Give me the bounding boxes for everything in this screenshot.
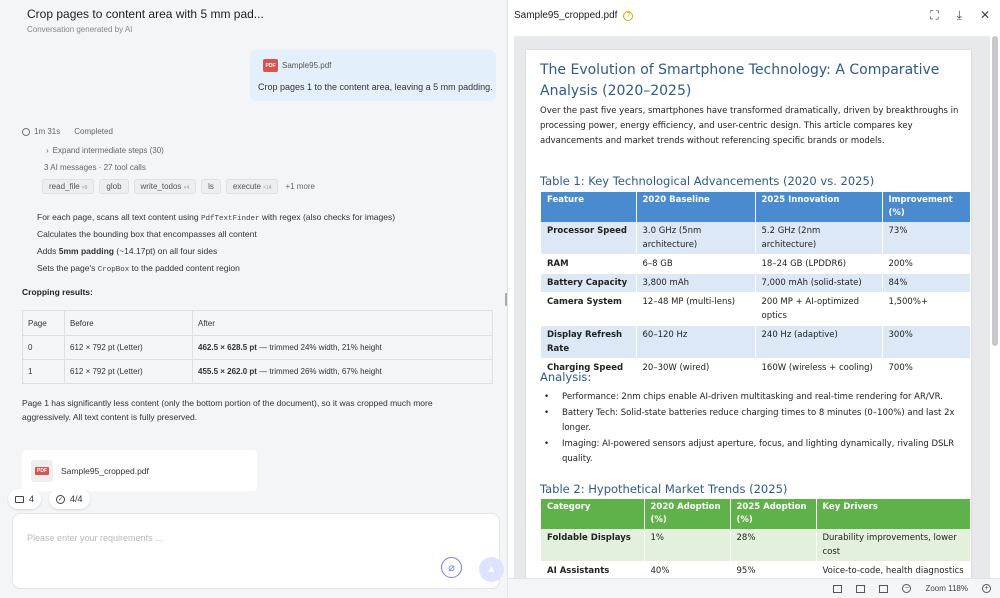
send-icon: ▲ — [486, 564, 497, 575]
table-row: Battery Capacity 3,800 mAh 7,000 mAh (solid-state) 84% — [541, 274, 971, 293]
pdf-page — [526, 50, 971, 578]
table-row: RAM 6–8 GB 18–24 GB (LPDDR6) 200% — [541, 255, 971, 274]
list-item: • Performance: 2nm chips enable AI-driven multitasking and real-time rendering for AR/VR. — [544, 392, 943, 402]
chevron-right-icon: › — [46, 146, 49, 155]
pdf-viewer — [514, 36, 990, 578]
tool-chip[interactable]: glob — [99, 179, 128, 194]
tool-chips — [42, 179, 315, 194]
chat-input[interactable] — [27, 533, 407, 543]
col-header: After — [193, 311, 493, 336]
pdf-preview-panel — [507, 0, 1000, 598]
tool-chip[interactable]: ls — [201, 179, 221, 194]
zoom-level: Zoom 118% — [925, 584, 968, 593]
table2-title: Table 2: Hypothetical Market Trends (2025) — [540, 482, 788, 496]
table-header-row: Category 2020 Adoption (%) 2025 Adoption (%) Key Drivers — [541, 499, 971, 529]
results-heading: Cropping results: — [22, 287, 93, 297]
tool-chip[interactable]: read_file ×6 — [42, 179, 94, 194]
clock-icon — [22, 128, 30, 136]
table-row: 0 612 × 792 pt (Letter) 462.5 × 628.5 pt — trimmed 24% width, 21% height — [23, 336, 493, 360]
step-item: For each page, scans all text content using PdfTextFinder with regex (also checks for images) — [37, 212, 396, 223]
tool-chip[interactable]: write_todos ×4 — [134, 179, 197, 194]
user-message-bubble — [250, 50, 496, 101]
step-item: Sets the page's CropBox to the padded content region — [37, 263, 240, 274]
table-row: AI Assistants 40% 95% Voice-to-code, health diagnostics — [541, 562, 971, 579]
analysis-title: Analysis: — [540, 370, 592, 384]
preview-actions — [930, 8, 990, 23]
table-row: Camera System 12–48 MP (multi-lens) 200 MP + AI-optimized optics 1,500%+ — [541, 293, 971, 326]
document-title: The Evolution of Smartphone Technology: A Comparative Analysis (2020–2025) — [540, 62, 940, 99]
table-row: Processor Speed 3.0 GHz (5nm architecture) 5.2 GHz (2nm architecture) 73% — [541, 222, 971, 255]
step-item: Calculates the bounding box that encompasses all content — [37, 229, 257, 239]
run-duration: 1m 31s — [34, 127, 61, 136]
table-header-row — [23, 311, 493, 336]
analysis-list — [544, 390, 969, 468]
table2 — [541, 499, 971, 578]
preview-header — [514, 10, 633, 21]
paperclip-icon: ⌀ — [448, 562, 455, 574]
table1-title: Table 1: Key Technological Advancements (2020 vs. 2025) — [540, 174, 875, 188]
preview-file-name: Sample95_cropped.pdf — [514, 10, 618, 21]
table-row: Foldable Displays 1% 28% Durability improvements, lower cost — [541, 529, 971, 562]
two-page-icon[interactable] — [879, 585, 888, 593]
zoom-out-icon[interactable]: − — [902, 584, 911, 593]
send-button[interactable] — [479, 557, 504, 582]
check-circle-icon: ✓ — [58, 496, 64, 503]
results-table — [22, 310, 493, 384]
run-status — [22, 127, 113, 136]
output-file-card[interactable] — [22, 450, 257, 491]
results-note: Page 1 has significantly less content (only the bottom portion of the document), so it was cropped much more aggressively. All text content is fully preserved. — [22, 398, 433, 422]
viewer-scrollbar[interactable] — [992, 36, 998, 346]
fullscreen-icon[interactable]: ⛶ — [930, 8, 939, 22]
run-summary: 3 AI messages · 27 tool calls — [44, 163, 146, 172]
close-icon[interactable]: ✕ — [979, 8, 990, 22]
step-item: Adds 5mm padding (~14.17pt) on all four sides — [37, 246, 218, 256]
single-page-icon[interactable] — [856, 585, 865, 593]
col-header: Before — [65, 311, 193, 336]
col-header: Page — [23, 311, 65, 336]
output-file-name: Sample95_cropped.pdf — [61, 465, 149, 476]
user-message-text: Crop pages 1 to the content area, leaving a 5 mm padding. — [258, 82, 493, 92]
table-row: 1 612 × 792 pt (Letter) 455.5 × 262.0 pt — trimmed 26% width, 67% height — [23, 360, 493, 384]
list-item: • Battery Tech: Solid-state batteries reduce charging times to 8 minutes (0–100%) and last 2x longer. — [544, 408, 955, 433]
attach-button[interactable] — [441, 557, 462, 578]
more-tools-link[interactable]: +1 more — [285, 182, 316, 191]
todos-counter[interactable]: ✓ 4/4 — [49, 489, 90, 509]
counter-bar — [8, 489, 90, 509]
download-icon[interactable]: ⤓ — [956, 8, 962, 22]
steps-list — [37, 211, 395, 279]
folder-icon — [15, 496, 24, 503]
table-row: Charging Speed 20–30W (wired) 160W (wireless + cooling) 700% — [541, 359, 971, 378]
info-icon[interactable]: ? — [623, 11, 633, 21]
viewer-toolbar — [508, 578, 1000, 598]
page-thumbnail-icon[interactable] — [833, 585, 842, 593]
pdf-file-icon: PDF — [263, 59, 278, 72]
attached-file-name: Sample95.pdf — [282, 61, 332, 70]
table-header-row: Feature 2020 Baseline 2025 Innovation Improvement (%) — [541, 192, 971, 222]
conversation-title: Crop pages to content area with 5 mm pad... — [27, 7, 264, 21]
files-counter[interactable]: 4 — [8, 489, 41, 509]
table1 — [541, 192, 971, 378]
table-row: Display Refresh Rate 60–120 Hz 240 Hz (adaptive) 300% — [541, 326, 971, 359]
attached-file[interactable] — [263, 59, 331, 72]
conversation-subtitle: Conversation generated by AI — [27, 25, 133, 34]
chat-input-box — [12, 513, 500, 589]
zoom-in-icon[interactable]: + — [982, 584, 991, 593]
list-item: • Imaging: AI-powered sensors adjust aperture, focus, and lighting dynamically, rivaling DSLR quality. — [544, 439, 955, 464]
expand-steps-label: Expand intermediate steps (30) — [52, 146, 164, 155]
run-state: Completed — [74, 127, 113, 136]
pdf-file-icon: PDF — [31, 460, 53, 482]
expand-steps-toggle[interactable] — [46, 146, 164, 155]
tool-chip[interactable]: execute ×14 — [226, 179, 279, 194]
document-intro: Over the past five years, smartphones have transformed dramatically, driven by breakthroughs in processing power, energy efficiency, and user-centric design. This article compares key advancements and market trends without referencing specific brands or models. — [540, 106, 959, 146]
